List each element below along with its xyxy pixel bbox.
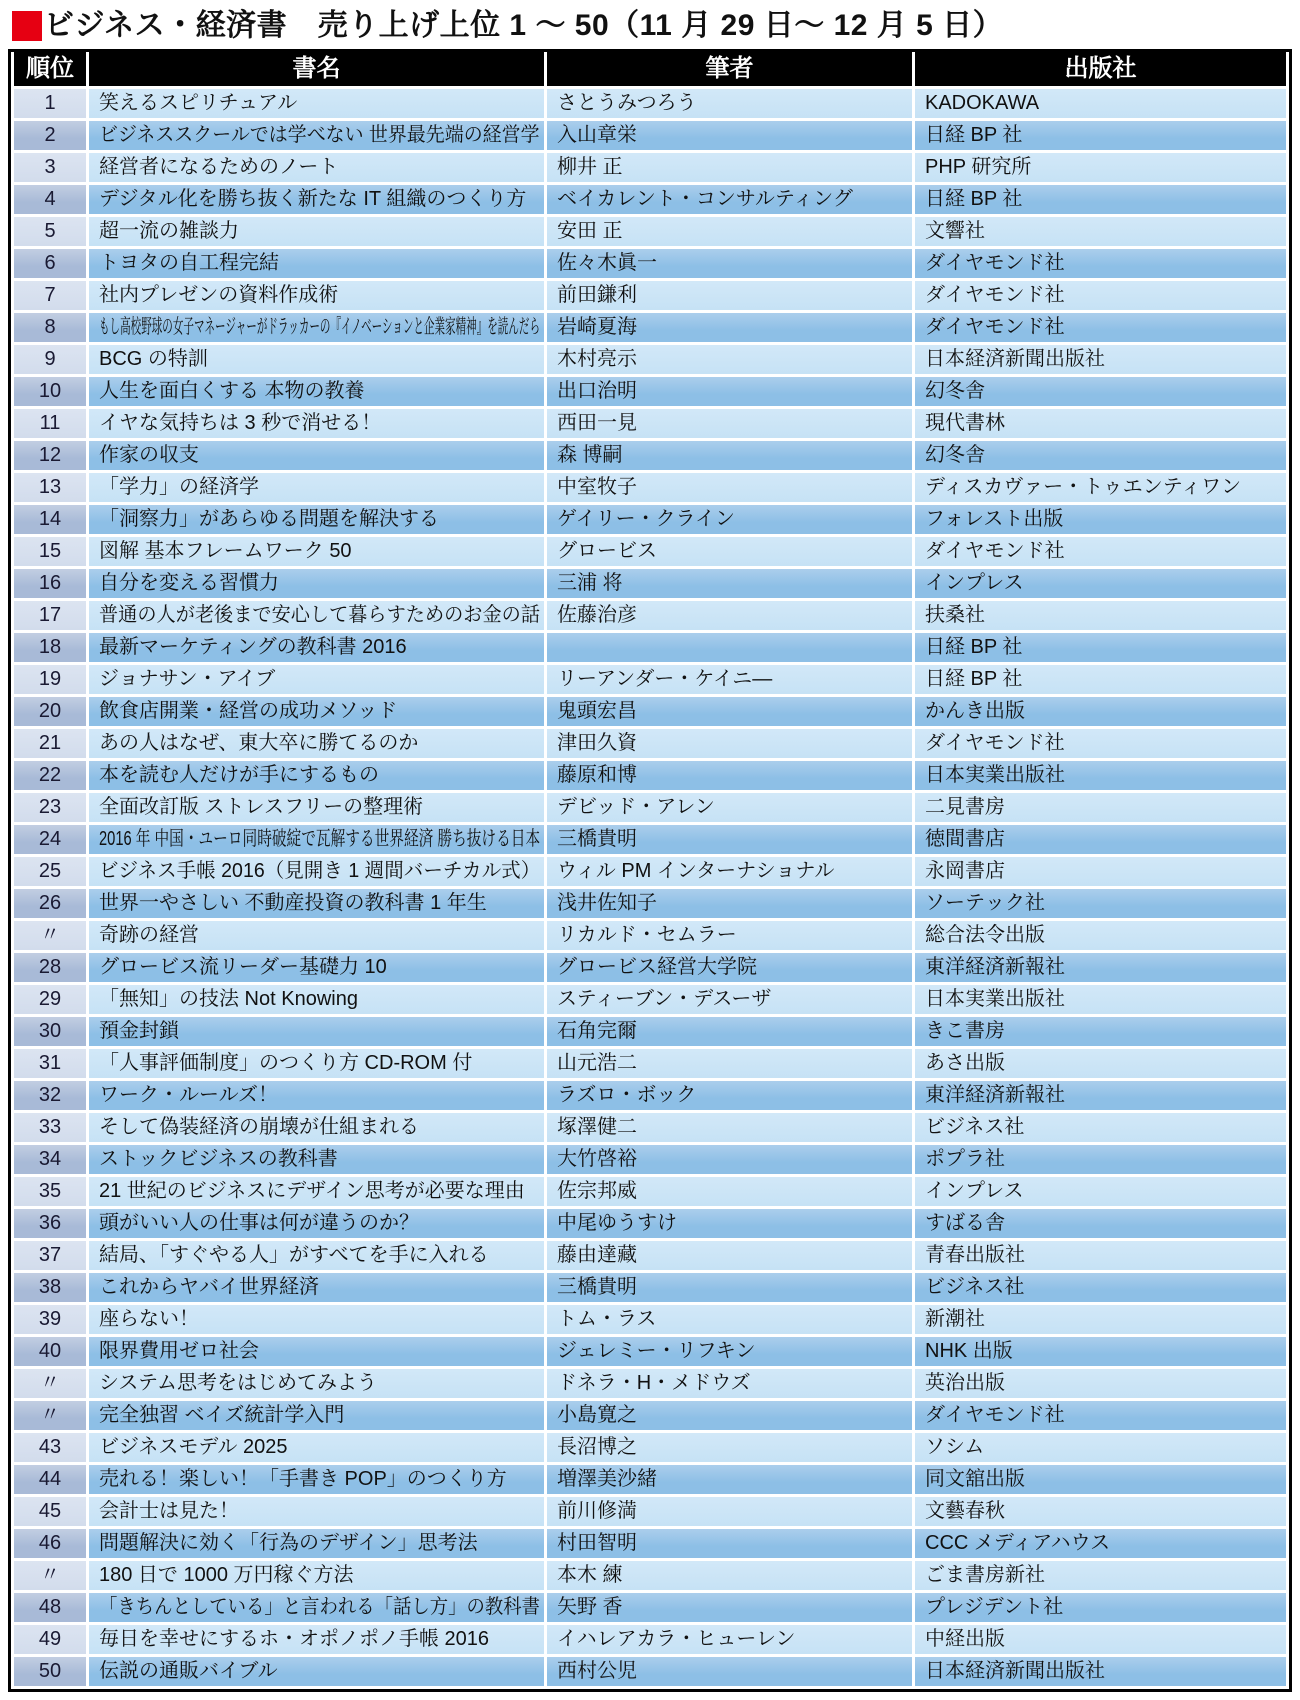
table-row: [14, 473, 1286, 502]
publisher-cell: 日本経済新聞出版社: [915, 1657, 1286, 1686]
title-cell: 「きちんとしている」と言われる「話し方」の教科書: [89, 1593, 544, 1622]
title-cell: そして偽装経済の崩壊が仕組まれる: [89, 1113, 544, 1142]
author-cell: 前田鎌利: [547, 281, 912, 310]
title-cell: トヨタの自工程完結: [89, 249, 544, 278]
rank-cell: 48: [14, 1593, 86, 1622]
author-cell: 鬼頭宏昌: [547, 697, 912, 726]
author-cell: 西村公児: [547, 1657, 912, 1686]
author-cell: 本木 練: [547, 1561, 912, 1590]
rank-cell: 16: [14, 569, 86, 598]
title-cell: 全面改訂版 ストレスフリーの整理術: [89, 793, 544, 822]
table-row: [14, 825, 1286, 854]
rank-cell: 19: [14, 665, 86, 694]
author-cell: 三橋貴明: [547, 825, 912, 854]
author-cell: 大竹啓裕: [547, 1145, 912, 1174]
publisher-cell: 永岡書店: [915, 857, 1286, 886]
table-row: [14, 1593, 1286, 1622]
title-cell: イヤな気持ちは 3 秒で消せる！: [89, 409, 544, 438]
table-row: [14, 345, 1286, 374]
author-cell: 西田一見: [547, 409, 912, 438]
rank-cell: 11: [14, 409, 86, 438]
author-cell: さとうみつろう: [547, 89, 912, 118]
rank-cell: 26: [14, 889, 86, 918]
title-cell: 会計士は見た！: [89, 1497, 544, 1526]
rank-cell: 17: [14, 601, 86, 630]
page-title: [12, 5, 1292, 47]
rank-cell: 3: [14, 153, 86, 182]
author-cell: 浅井佐知子: [547, 889, 912, 918]
table-row: [14, 121, 1286, 150]
rank-cell: 〃: [14, 1401, 86, 1430]
author-cell: 村田智明: [547, 1529, 912, 1558]
table-row: [14, 1369, 1286, 1398]
author-cell: 出口治明: [547, 377, 912, 406]
title-cell: ワーク・ルールズ！: [89, 1081, 544, 1110]
table-row: [14, 1177, 1286, 1206]
title-cell: 社内プレゼンの資料作成術: [89, 281, 544, 310]
title-cell: 超一流の雑談力: [89, 217, 544, 246]
rank-cell: 9: [14, 345, 86, 374]
publisher-cell: ごま書房新社: [915, 1561, 1286, 1590]
title-cell: ビジネススクールでは学べない 世界最先端の経営学: [89, 121, 544, 150]
table-row: [14, 889, 1286, 918]
rank-cell: 34: [14, 1145, 86, 1174]
author-cell: 山元浩二: [547, 1049, 912, 1078]
title-cell: 180 日で 1000 万円稼ぐ方法: [89, 1561, 544, 1590]
rank-cell: 24: [14, 825, 86, 854]
rank-cell: 〃: [14, 1369, 86, 1398]
author-cell: ゲイリー・クライン: [547, 505, 912, 534]
title-cell: 最新マーケティングの教科書 2016: [89, 633, 544, 662]
publisher-cell: 東洋経済新報社: [915, 953, 1286, 982]
table-row: [14, 857, 1286, 886]
rank-cell: 20: [14, 697, 86, 726]
title-cell: 問題解決に効く「行為のデザイン」思考法: [89, 1529, 544, 1558]
title-cell: 奇跡の経営: [89, 921, 544, 950]
rank-cell: 22: [14, 761, 86, 790]
table-row: [14, 1401, 1286, 1430]
column-header-publisher: 出版社: [915, 52, 1286, 86]
rank-cell: 33: [14, 1113, 86, 1142]
red-square-bullet-icon: [12, 11, 42, 41]
title-cell: デジタル化を勝ち抜く新たな IT 組織のつくり方: [89, 185, 544, 214]
publisher-cell: 日本実業出版社: [915, 985, 1286, 1014]
publisher-cell: ディスカヴァー・トゥエンティワン: [915, 473, 1286, 502]
table-row: [14, 1081, 1286, 1110]
table-row: [14, 1497, 1286, 1526]
publisher-cell: きこ書房: [915, 1017, 1286, 1046]
author-cell: トム・ラス: [547, 1305, 912, 1334]
publisher-cell: ダイヤモンド社: [915, 313, 1286, 342]
table-row: [14, 1273, 1286, 1302]
title-cell: 「学力」の経済学: [89, 473, 544, 502]
publisher-cell: ダイヤモンド社: [915, 249, 1286, 278]
publisher-cell: 現代書林: [915, 409, 1286, 438]
title-cell: 自分を変える習慣力: [89, 569, 544, 598]
publisher-cell: あさ出版: [915, 1049, 1286, 1078]
table-row: [14, 217, 1286, 246]
rank-cell: 38: [14, 1273, 86, 1302]
rank-cell: 29: [14, 985, 86, 1014]
table-row: [14, 1305, 1286, 1334]
publisher-cell: 徳間書店: [915, 825, 1286, 854]
title-cell: 飲食店開業・経営の成功メソッド: [89, 697, 544, 726]
rank-cell: 23: [14, 793, 86, 822]
table-row: [14, 985, 1286, 1014]
publisher-cell: 日経 BP 社: [915, 665, 1286, 694]
publisher-cell: 二見書房: [915, 793, 1286, 822]
publisher-cell: 日経 BP 社: [915, 633, 1286, 662]
publisher-cell: PHP 研究所: [915, 153, 1286, 182]
publisher-cell: NHK 出版: [915, 1337, 1286, 1366]
table-row: [14, 505, 1286, 534]
author-cell: 矢野 香: [547, 1593, 912, 1622]
rank-cell: 〃: [14, 921, 86, 950]
table-row: [14, 665, 1286, 694]
author-cell: グロービス経営大学院: [547, 953, 912, 982]
rank-cell: 14: [14, 505, 86, 534]
author-cell: ベイカレント・コンサルティング: [547, 185, 912, 214]
title-cell: 売れる！楽しい！「手書き POP」のつくり方: [89, 1465, 544, 1494]
title-cell: 本を読む人だけが手にするもの: [89, 761, 544, 790]
ranking-table-header: [14, 52, 1286, 86]
table-row: [14, 921, 1286, 950]
title-cell: システム思考をはじめてみよう: [89, 1369, 544, 1398]
author-cell: 増澤美沙緒: [547, 1465, 912, 1494]
author-cell: 石角完爾: [547, 1017, 912, 1046]
publisher-cell: ダイヤモンド社: [915, 281, 1286, 310]
author-cell: デビッド・アレン: [547, 793, 912, 822]
rank-cell: 5: [14, 217, 86, 246]
title-cell: 図解 基本フレームワーク 50: [89, 537, 544, 566]
title-cell: 結局、「すぐやる人」がすべてを手に入れる: [89, 1241, 544, 1270]
title-cell: あの人はなぜ、東大卒に勝てるのか: [89, 729, 544, 758]
rank-cell: 12: [14, 441, 86, 470]
table-row: [14, 697, 1286, 726]
title-cell: 「人事評価制度」のつくり方 CD-ROM 付: [89, 1049, 544, 1078]
table-row: [14, 409, 1286, 438]
table-row: [14, 633, 1286, 662]
table-row: [14, 313, 1286, 342]
column-header-rank: 順位: [14, 52, 86, 86]
publisher-cell: フォレスト出版: [915, 505, 1286, 534]
rank-cell: 46: [14, 1529, 86, 1558]
publisher-cell: 扶桑社: [915, 601, 1286, 630]
title-cell: 限界費用ゼロ社会: [89, 1337, 544, 1366]
title-cell: 世界一やさしい 不動産投資の教科書 1 年生: [89, 889, 544, 918]
author-cell: 三浦 将: [547, 569, 912, 598]
author-cell: ドネラ・H・メドウズ: [547, 1369, 912, 1398]
title-cell: これからヤバイ世界経済: [89, 1273, 544, 1302]
rank-cell: 2: [14, 121, 86, 150]
title-cell: 21 世紀のビジネスにデザイン思考が必要な理由: [89, 1177, 544, 1206]
publisher-cell: 同文舘出版: [915, 1465, 1286, 1494]
publisher-cell: 新潮社: [915, 1305, 1286, 1334]
publisher-cell: 文藝春秋: [915, 1497, 1286, 1526]
table-row: [14, 601, 1286, 630]
table-row: [14, 153, 1286, 182]
publisher-cell: 総合法令出版: [915, 921, 1286, 950]
publisher-cell: ダイヤモンド社: [915, 1401, 1286, 1430]
author-cell: 森 博嗣: [547, 441, 912, 470]
table-row: [14, 1017, 1286, 1046]
author-cell: 中尾ゆうすけ: [547, 1209, 912, 1238]
table-row: [14, 281, 1286, 310]
ranking-table-body: [14, 89, 1286, 1686]
author-cell: グロービス: [547, 537, 912, 566]
publisher-cell: ソーテック社: [915, 889, 1286, 918]
title-cell: 頭がいい人の仕事は何が違うのか？: [89, 1209, 544, 1238]
title-cell: ジョナサン・アイブ: [89, 665, 544, 694]
author-cell: 中室牧子: [547, 473, 912, 502]
rank-cell: 15: [14, 537, 86, 566]
publisher-cell: ビジネス社: [915, 1113, 1286, 1142]
rank-cell: 36: [14, 1209, 86, 1238]
author-cell: 木村亮示: [547, 345, 912, 374]
ranking-table: [8, 49, 1292, 1692]
rank-cell: 18: [14, 633, 86, 662]
publisher-cell: ソシム: [915, 1433, 1286, 1462]
rank-cell: 49: [14, 1625, 86, 1654]
title-cell: 毎日を幸せにするホ・オポノポノ手帳 2016: [89, 1625, 544, 1654]
publisher-cell: ダイヤモンド社: [915, 537, 1286, 566]
title-cell: もし高校野球の女子マネージャーがドラッカーの『イノベーションと企業家精神』を読んだら: [89, 313, 544, 342]
rank-cell: 37: [14, 1241, 86, 1270]
title-cell: 座らない！: [89, 1305, 544, 1334]
table-row: [14, 1337, 1286, 1366]
table-row: [14, 377, 1286, 406]
author-cell: 安田 正: [547, 217, 912, 246]
table-row: [14, 1113, 1286, 1142]
author-cell: 前川修満: [547, 1497, 912, 1526]
publisher-cell: 東洋経済新報社: [915, 1081, 1286, 1110]
rank-cell: 30: [14, 1017, 86, 1046]
title-cell: グロービス流リーダー基礎力 10: [89, 953, 544, 982]
author-cell: 藤原和博: [547, 761, 912, 790]
author-cell: 岩崎夏海: [547, 313, 912, 342]
rank-cell: 1: [14, 89, 86, 118]
author-cell: ウィル PM インターナショナル: [547, 857, 912, 886]
table-row: [14, 89, 1286, 118]
column-header-book-title: 書名: [89, 52, 544, 86]
title-cell: 2016 年 中国・ユーロ同時破綻で瓦解する世界経済 勝ち抜ける日本: [89, 825, 544, 854]
publisher-cell: プレジデント社: [915, 1593, 1286, 1622]
table-row: [14, 793, 1286, 822]
table-row: [14, 1625, 1286, 1654]
publisher-cell: CCC メディアハウス: [915, 1529, 1286, 1558]
table-row: [14, 537, 1286, 566]
publisher-cell: インプレス: [915, 1177, 1286, 1206]
publisher-cell: 青春出版社: [915, 1241, 1286, 1270]
publisher-cell: すばる舎: [915, 1209, 1286, 1238]
table-row: [14, 185, 1286, 214]
publisher-cell: 日経 BP 社: [915, 121, 1286, 150]
author-cell: 藤由達藏: [547, 1241, 912, 1270]
rank-cell: 8: [14, 313, 86, 342]
title-cell: 経営者になるためのノート: [89, 153, 544, 182]
table-row: [14, 761, 1286, 790]
author-cell: ラズロ・ボック: [547, 1081, 912, 1110]
column-header-author: 筆者: [547, 52, 912, 86]
table-row: [14, 569, 1286, 598]
table-row: [14, 1049, 1286, 1078]
rank-cell: 40: [14, 1337, 86, 1366]
title-cell: ビジネス手帳 2016（見開き 1 週間バーチカル式）: [89, 857, 544, 886]
rank-cell: 7: [14, 281, 86, 310]
table-row: [14, 1529, 1286, 1558]
publisher-cell: かんき出版: [915, 697, 1286, 726]
author-cell: 佐藤治彦: [547, 601, 912, 630]
rank-cell: 6: [14, 249, 86, 278]
rank-cell: 35: [14, 1177, 86, 1206]
table-row: [14, 729, 1286, 758]
publisher-cell: ポプラ社: [915, 1145, 1286, 1174]
title-cell: 普通の人が老後まで安心して暮らすためのお金の話: [89, 601, 544, 630]
table-row: [14, 441, 1286, 470]
title-cell: 人生を面白くする 本物の教養: [89, 377, 544, 406]
rank-cell: 43: [14, 1433, 86, 1462]
rank-cell: 〃: [14, 1561, 86, 1590]
rank-cell: 32: [14, 1081, 86, 1110]
author-cell: 佐宗邦威: [547, 1177, 912, 1206]
publisher-cell: 文響社: [915, 217, 1286, 246]
author-cell: 長沼博之: [547, 1433, 912, 1462]
title-cell: 完全独習 ベイズ統計学入門: [89, 1401, 544, 1430]
title-cell: 「無知」の技法 Not Knowing: [89, 985, 544, 1014]
rank-cell: 39: [14, 1305, 86, 1334]
author-cell: 塚澤健二: [547, 1113, 912, 1142]
publisher-cell: 日本経済新聞出版社: [915, 345, 1286, 374]
table-row: [14, 1433, 1286, 1462]
title-cell: 「洞察力」があらゆる問題を解決する: [89, 505, 544, 534]
rank-cell: 45: [14, 1497, 86, 1526]
table-row: [14, 1657, 1286, 1686]
author-cell: 三橋貴明: [547, 1273, 912, 1302]
author-cell: ジェレミー・リフキン: [547, 1337, 912, 1366]
author-cell: 小島寛之: [547, 1401, 912, 1430]
author-cell: スティーブン・デスーザ: [547, 985, 912, 1014]
table-row: [14, 249, 1286, 278]
publisher-cell: 日本実業出版社: [915, 761, 1286, 790]
rank-cell: 50: [14, 1657, 86, 1686]
rank-cell: 44: [14, 1465, 86, 1494]
author-cell: [547, 633, 912, 662]
publisher-cell: ビジネス社: [915, 1273, 1286, 1302]
title-cell: 伝説の通販バイブル: [89, 1657, 544, 1686]
table-row: [14, 953, 1286, 982]
author-cell: 入山章栄: [547, 121, 912, 150]
title-cell: ビジネスモデル 2025: [89, 1433, 544, 1462]
author-cell: 柳井 正: [547, 153, 912, 182]
publisher-cell: KADOKAWA: [915, 89, 1286, 118]
title-cell: 預金封鎖: [89, 1017, 544, 1046]
publisher-cell: 中経出版: [915, 1625, 1286, 1654]
publisher-cell: インプレス: [915, 569, 1286, 598]
publisher-cell: 英治出版: [915, 1369, 1286, 1398]
table-row: [14, 1241, 1286, 1270]
publisher-cell: 幻冬舎: [915, 441, 1286, 470]
rank-cell: 10: [14, 377, 86, 406]
rank-cell: 25: [14, 857, 86, 886]
publisher-cell: 日経 BP 社: [915, 185, 1286, 214]
author-cell: リカルド・セムラー: [547, 921, 912, 950]
page-title-text: ビジネス・経済書 売り上げ上位 1 ～ 50（11 月 29 日～ 12 月 5 日）: [44, 9, 1004, 42]
title-cell: BCG の特訓: [89, 345, 544, 374]
author-cell: 津田久資: [547, 729, 912, 758]
rank-cell: 21: [14, 729, 86, 758]
table-row: [14, 1145, 1286, 1174]
title-cell: ストックビジネスの教科書: [89, 1145, 544, 1174]
author-cell: 佐々木眞一: [547, 249, 912, 278]
rank-cell: 4: [14, 185, 86, 214]
publisher-cell: 幻冬舎: [915, 377, 1286, 406]
publisher-cell: ダイヤモンド社: [915, 729, 1286, 758]
author-cell: イハレアカラ・ヒューレン: [547, 1625, 912, 1654]
table-row: [14, 1465, 1286, 1494]
table-row: [14, 1561, 1286, 1590]
rank-cell: 28: [14, 953, 86, 982]
table-row: [14, 1209, 1286, 1238]
rank-cell: 31: [14, 1049, 86, 1078]
title-cell: 笑えるスピリチュアル: [89, 89, 544, 118]
rank-cell: 13: [14, 473, 86, 502]
author-cell: リーアンダー・ケイニ―: [547, 665, 912, 694]
title-cell: 作家の収支: [89, 441, 544, 470]
